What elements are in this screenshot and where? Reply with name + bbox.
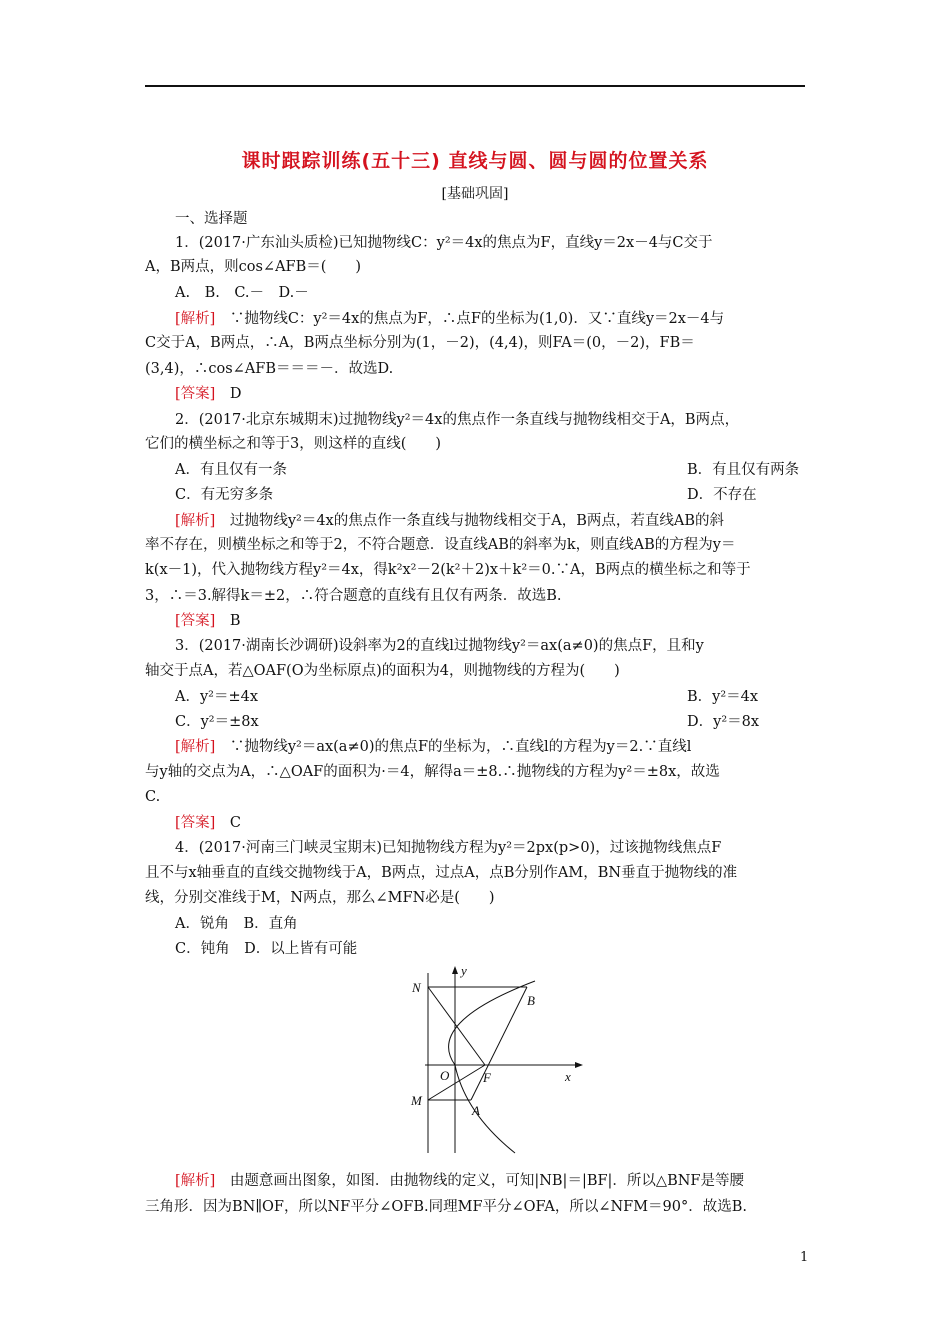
label-y: y (461, 963, 467, 978)
q1-answer-value: D (215, 386, 242, 402)
q3-analysis-line-1 (175, 735, 805, 759)
q4-line-3: 线，分别交准线于M，N两点，那么∠MFN必是( ) (145, 890, 495, 906)
chord-AB (471, 987, 527, 1100)
label-O: O (440, 1068, 450, 1083)
q2-answer (175, 609, 805, 633)
q3-options-row-2 (175, 710, 805, 734)
q4-options-row-1: A．锐角 B．直角 (175, 916, 298, 932)
label-x: x (565, 1069, 571, 1084)
label-B: B (527, 993, 535, 1008)
q4-options-row-2: C．钝角 D．以上皆有可能 (175, 941, 358, 957)
section-heading: 一、选择题 (175, 211, 248, 227)
q3-answer (175, 811, 805, 835)
answer-tag: [答案] (175, 815, 216, 831)
q4-line-2: 且不与x轴垂直的直线交抛物线于A，B两点，过点A，点B分别作AM，BN垂直于抛物线的准 (145, 865, 738, 881)
q3-analysis-line-2: 与y轴的交点为A，∴△OAF的面积为·＝4，解得a＝±8.∴抛物线的方程为y²＝±8x，故选 (145, 764, 720, 780)
q2-answer-value: B (215, 613, 241, 629)
q2-option-d: D．不存在 (687, 487, 757, 503)
q3-options-row-1 (175, 685, 805, 709)
q4-analysis-line-2: 三角形．因为BN∥OF，所以NF平分∠OFB.同理MF平分∠OFA，所以∠NFM＝90°．故选B. (145, 1199, 748, 1215)
q3-analysis-line-3: C. (145, 789, 161, 805)
q3-option-d: D．y²＝8x (687, 714, 760, 730)
label-M: M (411, 1093, 422, 1108)
q3-option-c: C．y²＝±8x (175, 714, 259, 730)
q1-options: A. B. C.－ D.－ (175, 285, 309, 301)
q2-option-c: C．有无穷多条 (175, 487, 274, 503)
label-F: F (483, 1070, 491, 1085)
q2-analysis-text-1: 过抛物线y²＝4x的焦点作一条直线与抛物线相交于A，B两点，若直线AB的斜 (215, 513, 724, 529)
q1-line-1: 1．(2017·广东汕头质检)已知抛物线C：y²＝4x的焦点为F，直线y＝2x－4与C交于 (175, 235, 713, 251)
answer-tag: [答案] (175, 386, 216, 402)
analysis-tag: [解析] (175, 739, 216, 755)
label-N: N (412, 980, 421, 995)
q1-analysis-line-1 (175, 307, 805, 331)
parabola-figure (405, 963, 585, 1155)
analysis-tag: [解析] (175, 513, 216, 529)
q3-answer-value: C (215, 815, 241, 831)
answer-tag: [答案] (175, 613, 216, 629)
q2-line-2: 它们的横坐标之和等于3，则这样的直线( ) (145, 436, 442, 452)
q4-line-1: 4．(2017·河南三门峡灵宝期末)已知抛物线方程为y²＝2px(p>0)，过该抛物线焦点F (175, 840, 722, 856)
analysis-tag: [解析] (175, 1173, 216, 1189)
q3-option-a: A．y²＝±4x (175, 689, 259, 705)
page-title: 课时跟踪训练(五十三) 直线与圆、圆与圆的位置关系 (241, 150, 709, 172)
segment-NF (428, 987, 485, 1065)
q3-line-1: 3．(2017·湖南长沙调研)设斜率为2的直线l过抛物线y²＝ax(a≠0)的焦点F，且和y (175, 638, 704, 654)
analysis-tag: [解析] (175, 311, 216, 327)
q2-options-row-2 (175, 483, 805, 507)
section-subtitle: [基础巩固] (441, 186, 509, 202)
q4-analysis-line-1 (175, 1169, 805, 1193)
q1-analysis-text-1: ∵抛物线C：y²＝4x的焦点为F，∴点F的坐标为(1,0)．又∵直线y＝2x－4与 (215, 311, 725, 327)
q3-option-b: B．y²＝4x (687, 689, 759, 705)
label-A: A (472, 1103, 480, 1118)
q2-option-a: A．有且仅有一条 (175, 462, 287, 478)
parabola-curve (449, 981, 535, 1153)
q2-analysis-line-2: 率不存在，则横坐标之和等于2，不符合题意．设直线AB的斜率为k，则直线AB的方程为y＝ (145, 537, 736, 553)
page-number: 1 (800, 1250, 809, 1265)
q2-analysis-line-3: k(x－1)，代入抛物线方程y²＝4x，得k²x²－2(k²＋2)x＋k²＝0.∵A，B两点的横坐标之和等于 (145, 562, 751, 578)
y-axis-arrow (452, 966, 458, 974)
q2-line-1: 2．(2017·北京东城期末)过抛物线y²＝4x的焦点作一条直线与抛物线相交于A，B两点， (175, 412, 740, 428)
header-rule (145, 85, 805, 87)
q4-analysis-text-1: 由题意画出图象，如图．由抛物线的定义，可知|NB|＝|BF|．所以△BNF是等腰 (215, 1173, 744, 1189)
x-axis-arrow (575, 1062, 583, 1068)
q3-line-2: 轴交于点A，若△OAF(O为坐标原点)的面积为4，则抛物线的方程为( ) (145, 663, 620, 679)
q3-analysis-text-1: ∵抛物线y²＝ax(a≠0)的焦点F的坐标为，∴直线l的方程为y＝2.∵直线l (215, 739, 692, 755)
q2-analysis-line-1 (175, 509, 805, 533)
q1-answer (175, 382, 805, 406)
q1-line-2: A，B两点，则cos∠AFB＝( ) (145, 259, 362, 275)
q2-options-row-1 (175, 458, 805, 482)
q1-analysis-line-2: C交于A，B两点，∴A，B两点坐标分别为(1，－2)，(4,4)，则FA＝(0，－2)，FB＝ (145, 335, 695, 351)
q1-analysis-line-3: (3,4)，∴cos∠AFB＝＝＝－．故选D. (145, 361, 394, 377)
q2-option-b: B．有且仅有两条 (687, 462, 800, 478)
q2-analysis-line-4: 3，∴＝3.解得k＝±2，∴符合题意的直线有且仅有两条．故选B. (145, 588, 562, 604)
